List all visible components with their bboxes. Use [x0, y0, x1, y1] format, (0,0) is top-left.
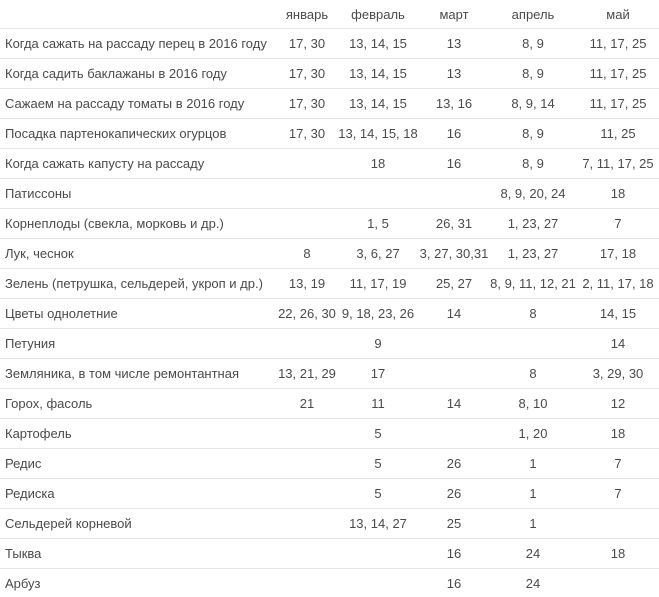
date-may: 7, 11, 17, 25 — [582, 156, 654, 171]
date-january: 17, 30 — [288, 66, 326, 81]
date-march: 14 — [446, 396, 462, 411]
date-february: 9 — [374, 336, 382, 351]
date-april: 1, 23, 27 — [507, 216, 559, 231]
crop-label: Патиссоны — [5, 186, 72, 201]
date-april: 1, 23, 27 — [507, 246, 559, 261]
date-february: 9, 18, 23, 26 — [341, 306, 415, 321]
date-april — [489, 329, 577, 358]
crop-label: Когда сажать на рассаду перец в 2016 году — [5, 36, 267, 51]
table-row — [0, 419, 659, 449]
date-april: 24 — [525, 575, 541, 591]
date-january — [277, 209, 337, 238]
date-january — [277, 509, 337, 538]
header-april: апрель — [511, 6, 555, 22]
crop-label: Лук, чеснок — [5, 246, 74, 261]
date-february: 5 — [374, 426, 382, 441]
table-header — [0, 0, 659, 29]
crop-label: Тыква — [5, 546, 42, 561]
date-may: 11, 17, 25 — [589, 66, 647, 81]
table-row — [0, 539, 659, 569]
date-january — [277, 329, 337, 358]
date-april: 8 — [529, 366, 537, 381]
date-may: 11, 17, 25 — [589, 36, 647, 51]
table-row — [0, 329, 659, 359]
date-march — [419, 179, 489, 208]
date-may: 14, 15 — [599, 306, 637, 321]
table-row — [0, 149, 659, 179]
date-april: 8, 9 — [522, 66, 544, 81]
date-february: 11 — [371, 396, 385, 411]
table-row — [0, 359, 659, 389]
header-february: февраль — [351, 6, 405, 22]
date-february: 17 — [370, 366, 386, 381]
date-january — [277, 479, 337, 508]
date-march: 16 — [446, 156, 462, 171]
header-may: май — [606, 6, 630, 22]
crop-label: Земляника, в том числе ремонтантная — [5, 366, 240, 381]
date-february: 3, 6, 27 — [356, 246, 400, 261]
date-may: 18 — [610, 186, 626, 201]
date-april: 8, 9 — [522, 156, 544, 171]
date-january — [277, 539, 337, 568]
crop-label: Сельдерей корневой — [5, 516, 132, 531]
date-march — [419, 329, 489, 358]
date-may: 11, 17, 25 — [589, 96, 647, 111]
date-may: 18 — [610, 426, 626, 441]
header-january: январь — [285, 6, 329, 22]
date-march: 3, 27, 30,31 — [419, 246, 489, 261]
date-april: 8, 9 — [522, 36, 544, 51]
date-march: 13, 16 — [435, 96, 473, 111]
crop-label: Посадка партенокапических огурцов — [5, 126, 227, 141]
date-january: 8 — [303, 246, 311, 261]
date-february — [337, 179, 419, 208]
date-january — [277, 569, 337, 597]
date-february: 13, 14, 27 — [349, 516, 407, 531]
table-row — [0, 89, 659, 119]
date-february: 11, 17, 19 — [349, 276, 407, 291]
date-april: 1 — [529, 456, 537, 471]
date-march: 26, 31 — [435, 216, 473, 231]
date-april: 8, 9 — [522, 126, 544, 141]
date-january: 13, 19 — [288, 276, 326, 291]
date-may: 3, 29, 30 — [592, 366, 644, 381]
date-may: 7 — [614, 486, 622, 501]
date-march: 25, 27 — [435, 276, 473, 291]
date-april: 1 — [529, 486, 537, 501]
date-april: 8, 9, 14 — [511, 96, 555, 111]
date-march: 26 — [446, 486, 462, 501]
date-may: 18 — [610, 546, 626, 561]
date-january: 13, 21, 29 — [278, 366, 336, 381]
date-january: 21 — [299, 396, 315, 411]
table-row — [0, 119, 659, 149]
date-january: 22, 26, 30 — [278, 306, 336, 321]
date-may: 2, 11, 17, 18 — [582, 276, 654, 291]
date-may: 17, 18 — [599, 246, 637, 261]
date-january — [277, 179, 337, 208]
table-row — [0, 509, 659, 539]
date-february — [337, 539, 419, 568]
date-may: 14 — [610, 336, 626, 351]
date-february: 13, 14, 15 — [349, 96, 407, 111]
date-march: 16 — [446, 575, 462, 591]
crop-label: Сажаем на рассаду томаты в 2016 году — [5, 96, 245, 111]
date-march — [419, 359, 489, 388]
date-may — [577, 509, 659, 538]
date-march: 25 — [446, 516, 462, 531]
date-january — [277, 149, 337, 178]
date-february: 18 — [370, 156, 386, 171]
date-may: 7 — [614, 216, 622, 231]
crop-label: Когда сажать капусту на рассаду — [5, 156, 205, 171]
date-march: 16 — [446, 126, 462, 141]
date-march: 13 — [446, 36, 462, 51]
crop-label: Когда садить баклажаны в 2016 году — [5, 66, 227, 81]
date-january — [277, 449, 337, 478]
table-row — [0, 389, 659, 419]
date-april: 8 — [529, 306, 537, 321]
table-row — [0, 449, 659, 479]
table-row — [0, 209, 659, 239]
crop-label: Редис — [5, 456, 42, 471]
date-january: 17, 30 — [288, 36, 326, 51]
date-february: 5 — [374, 486, 382, 501]
date-february — [337, 569, 419, 597]
table-row — [0, 179, 659, 209]
date-april: 8, 10 — [518, 396, 548, 411]
date-january: 17, 30 — [288, 96, 326, 111]
crop-label: Корнеплоды (свекла, морковь и др.) — [5, 216, 224, 231]
date-may: 7 — [614, 456, 622, 471]
table-row — [0, 59, 659, 89]
date-may: 11, 25 — [600, 126, 636, 141]
crop-label: Петуния — [5, 336, 56, 351]
date-may: 12 — [610, 396, 626, 411]
date-march: 16 — [446, 546, 462, 561]
date-february: 5 — [374, 456, 382, 471]
date-april: 24 — [525, 546, 541, 561]
date-march — [419, 419, 489, 448]
date-january: 17, 30 — [288, 126, 326, 141]
date-february: 13, 14, 15 — [349, 66, 407, 81]
date-may — [577, 569, 659, 597]
table-row — [0, 239, 659, 269]
date-april: 8, 9, 11, 12, 21 — [490, 276, 576, 291]
table-row — [0, 479, 659, 509]
header-march: март — [439, 6, 469, 22]
date-february: 13, 14, 15, 18 — [338, 126, 418, 141]
date-february: 1, 5 — [367, 216, 389, 231]
table-row — [0, 29, 659, 59]
table-row — [0, 569, 659, 597]
date-february: 13, 14, 15 — [349, 36, 407, 51]
crop-label: Зелень (петрушка, сельдерей, укроп и др.) — [5, 276, 263, 291]
date-march: 14 — [446, 306, 462, 321]
crop-label: Картофель — [5, 426, 72, 441]
date-march: 13 — [446, 66, 462, 81]
crop-label: Редиска — [5, 486, 55, 501]
table-row — [0, 269, 659, 299]
date-march: 26 — [446, 456, 462, 471]
crop-label: Арбуз — [5, 575, 41, 591]
table-row — [0, 299, 659, 329]
date-april: 1, 20 — [518, 426, 548, 441]
date-january — [277, 419, 337, 448]
header-empty-cell — [0, 0, 277, 28]
date-april: 8, 9, 20, 24 — [500, 186, 566, 201]
crop-label: Цветы однолетние — [5, 306, 118, 321]
crop-label: Горох, фасоль — [5, 396, 93, 411]
date-april: 1 — [529, 516, 537, 531]
